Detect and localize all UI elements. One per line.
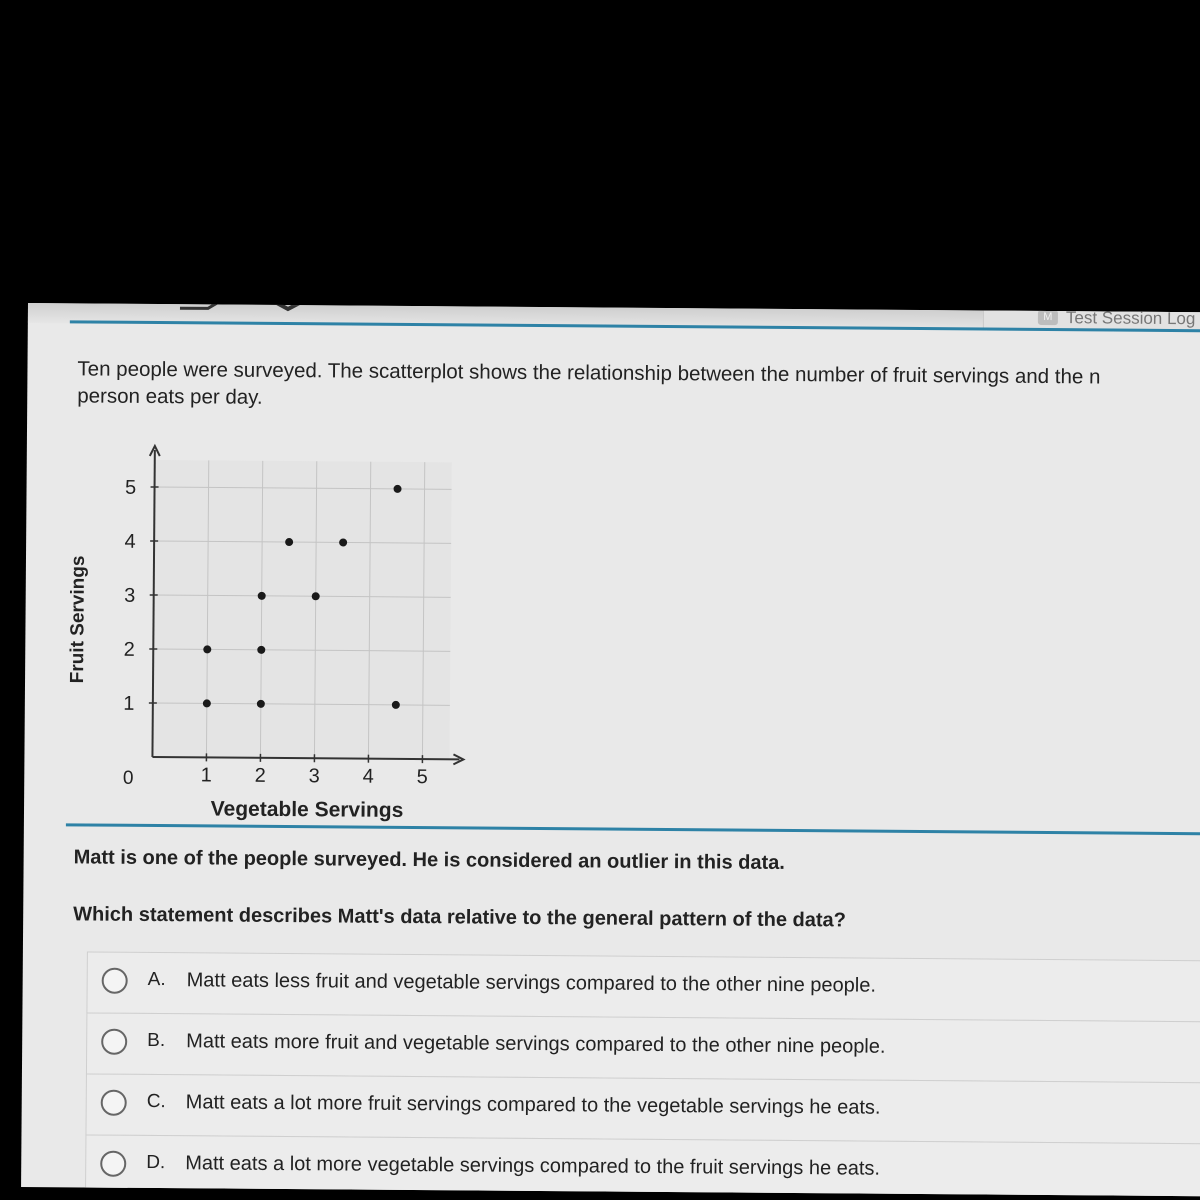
data-point — [257, 700, 265, 708]
origin-label: 0 — [122, 767, 134, 789]
option-d[interactable] — [85, 1134, 1200, 1196]
radio-button[interactable] — [100, 1151, 126, 1177]
option-a[interactable] — [86, 951, 1200, 1022]
option-text: Matt eats a lot more vegetable servings compared to the fruit servings he eats. — [185, 1152, 881, 1180]
x-tick-label: 4 — [362, 765, 374, 788]
radio-button[interactable] — [101, 1090, 127, 1116]
radio-button[interactable] — [102, 968, 128, 994]
option-b[interactable] — [86, 1012, 1200, 1083]
scatterplot — [62, 431, 485, 824]
data-point — [203, 699, 211, 707]
data-point — [257, 646, 265, 654]
session-badge: M — [1038, 310, 1058, 325]
option-text: Matt eats less fruit and vegetable servings compared to the other nine people. — [186, 969, 877, 997]
x-tick-label: 3 — [308, 765, 320, 788]
option-text: Matt eats more fruit and vegetable servings compared to the other nine people. — [186, 1030, 886, 1058]
question-prompt: Ten people were surveyed. The scatterplot shows the relationship between the number of fruit servings and the n person eats per day. — [77, 357, 1101, 409]
radio-button[interactable] — [101, 1029, 127, 1055]
data-point — [394, 485, 402, 493]
data-point — [312, 592, 320, 600]
y-tick-label: 2 — [123, 638, 135, 661]
data-point — [203, 645, 211, 653]
eraser-icon — [273, 303, 303, 309]
x-tick-label: 5 — [416, 766, 428, 789]
data-point — [392, 701, 400, 709]
x-axis-label: Vegetable Servings — [210, 797, 404, 822]
outlier-statement: Matt is one of the people surveyed. He is considered an outlier in this data. — [73, 846, 785, 874]
plot-area — [152, 460, 451, 759]
option-text: Matt eats a lot more fruit servings compared to the vegetable servings he eats. — [185, 1091, 881, 1119]
option-letter: C. — [146, 1090, 166, 1113]
option-c[interactable] — [85, 1073, 1200, 1144]
x-tick-label: 1 — [200, 764, 212, 787]
y-tick-label: 5 — [124, 476, 137, 499]
y-tick-label: 3 — [124, 584, 136, 607]
test-screen — [21, 303, 1200, 1196]
toolbar-icons[interactable] — [178, 303, 318, 313]
question-text: Which statement describes Matt's data relative to the general pattern of the data? — [73, 903, 846, 932]
data-point — [285, 538, 293, 546]
data-point — [258, 592, 266, 600]
y-tick-label: 1 — [123, 692, 135, 715]
y-axis-label: Fruit Servings — [67, 555, 90, 684]
x-tick-label: 2 — [254, 764, 266, 787]
option-letter: D. — [146, 1151, 166, 1174]
option-letter: B. — [147, 1029, 166, 1052]
test-session-log-link[interactable]: Test Session Log — [1065, 308, 1196, 329]
option-letter: A. — [147, 968, 166, 991]
data-point — [339, 538, 347, 546]
middle-divider — [66, 823, 1200, 835]
pencil-icon — [180, 303, 218, 308]
y-tick-label: 4 — [124, 530, 136, 553]
chart-grid — [152, 460, 451, 759]
